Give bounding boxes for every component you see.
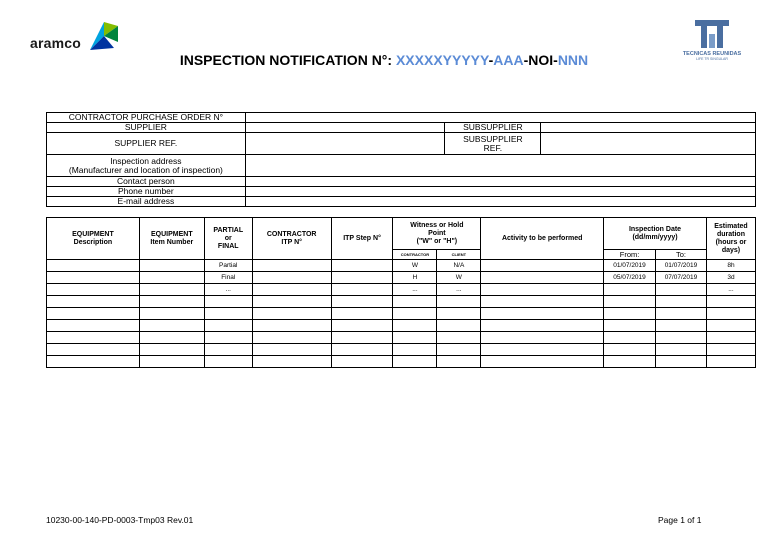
col-estimated-duration-l1: Estimated: [714, 222, 748, 230]
col-activity: Activity to be performed: [481, 218, 604, 260]
table-cell[interactable]: 07/07/2019: [656, 272, 707, 284]
table-cell[interactable]: [331, 284, 393, 296]
contact-value[interactable]: [245, 177, 755, 187]
table-cell[interactable]: [393, 320, 437, 332]
table-cell[interactable]: [393, 308, 437, 320]
table-cell[interactable]: [139, 296, 204, 308]
table-cell[interactable]: Final: [204, 272, 252, 284]
table-cell[interactable]: [656, 284, 707, 296]
table-cell[interactable]: [706, 356, 755, 368]
table-cell[interactable]: [656, 320, 707, 332]
table-cell[interactable]: [604, 332, 656, 344]
email-label: E-mail address: [47, 197, 246, 207]
col-estimated-duration-l4: days): [721, 246, 741, 254]
subsupplier-value[interactable]: [541, 123, 756, 133]
table-row: [47, 284, 756, 296]
table-cell[interactable]: ...: [437, 284, 481, 296]
table-cell[interactable]: [331, 320, 393, 332]
table-cell[interactable]: [437, 320, 481, 332]
table-cell[interactable]: [47, 284, 140, 296]
table-cell[interactable]: [437, 332, 481, 344]
table-cell[interactable]: 3d: [706, 272, 755, 284]
table-cell[interactable]: [706, 332, 755, 344]
table-cell[interactable]: [252, 272, 331, 284]
title-part-3: -NOI-: [523, 52, 558, 68]
table-row: [47, 296, 756, 308]
table-cell[interactable]: [47, 320, 140, 332]
table-cell[interactable]: [252, 296, 331, 308]
col-equipment-description: [47, 218, 140, 260]
table-cell[interactable]: [706, 296, 755, 308]
table-cell[interactable]: [437, 296, 481, 308]
col-inspection-date-l2: (dd/mm/yyyy): [632, 233, 678, 241]
col-partial-final-l1: PARTIAL: [213, 226, 244, 234]
table-cell[interactable]: [47, 308, 140, 320]
table-cell[interactable]: [656, 332, 707, 344]
col-equipment-item-number: [139, 218, 204, 260]
table-cell[interactable]: [656, 308, 707, 320]
table-cell[interactable]: Partial: [204, 260, 252, 272]
table-cell[interactable]: [706, 308, 755, 320]
po-value[interactable]: [245, 113, 755, 123]
table-cell[interactable]: [204, 344, 252, 356]
table-cell[interactable]: 01/07/2019: [604, 260, 656, 272]
table-row: [47, 356, 756, 368]
tr-logo-name: TECNICAS REUNIDAS: [682, 51, 742, 57]
subsupplier-ref-line-1: SUBSUPPLIER: [463, 133, 523, 144]
col-witness-hold-l1: Witness or Hold: [410, 221, 464, 229]
table-cell[interactable]: [393, 296, 437, 308]
table-cell[interactable]: [393, 356, 437, 368]
phone-value[interactable]: [245, 187, 755, 197]
table-cell[interactable]: [604, 284, 656, 296]
title-dash-1: -: [488, 52, 494, 68]
table-row: [47, 272, 756, 284]
col-witness-hold-l3: ("W" or "H"): [416, 237, 458, 245]
col-contractor-itp-l1: CONTRACTOR: [266, 230, 317, 238]
col-estimated-duration: [706, 218, 755, 260]
table-cell[interactable]: [139, 332, 204, 344]
page-title: [0, 52, 768, 68]
col-date-from: From:: [604, 250, 656, 260]
col-inspection-date: [604, 218, 707, 250]
table-cell[interactable]: [331, 260, 393, 272]
table-cell[interactable]: [47, 260, 140, 272]
table-cell[interactable]: [252, 260, 331, 272]
col-estimated-duration-l2: duration: [716, 230, 745, 238]
table-cell[interactable]: [47, 344, 140, 356]
table-cell[interactable]: [252, 356, 331, 368]
table-cell[interactable]: [139, 344, 204, 356]
document-code: 10230-00-140-PD-0003-Tmp03 Rev.01: [46, 515, 194, 525]
subsupplier-ref-line-2: REF.: [483, 142, 503, 153]
table-cell[interactable]: [204, 332, 252, 344]
col-itp-step: ITP Step N°: [331, 218, 393, 260]
col-partial-final-l3: FINAL: [217, 242, 239, 250]
table-cell[interactable]: 8h: [706, 260, 755, 272]
table-cell[interactable]: [706, 320, 755, 332]
table-row: [47, 320, 756, 332]
table-cell[interactable]: [481, 332, 604, 344]
aramco-logo-text: aramco: [30, 35, 82, 51]
inspection-table: [46, 217, 756, 368]
table-cell[interactable]: [604, 308, 656, 320]
supplier-value[interactable]: [245, 123, 445, 133]
col-witness-hold: [393, 218, 481, 250]
table-cell[interactable]: H: [393, 272, 437, 284]
tr-logo-icon: [693, 18, 731, 50]
table-row: [47, 308, 756, 320]
table-row: [47, 260, 756, 272]
table-cell[interactable]: [481, 272, 604, 284]
aramco-star-icon: [90, 22, 118, 50]
table-cell[interactable]: [481, 260, 604, 272]
title-part-1: XXXXXYYYYY: [395, 52, 489, 68]
title-prefix: INSPECTION NOTIFICATION N°:: [179, 52, 396, 68]
table-row: [47, 332, 756, 344]
title-part-4: NNN: [557, 52, 589, 68]
table-cell[interactable]: [331, 296, 393, 308]
table-cell[interactable]: [139, 284, 204, 296]
col-date-to: To:: [656, 250, 707, 260]
table-cell[interactable]: [139, 308, 204, 320]
table-cell[interactable]: [252, 284, 331, 296]
contact-label: Contact person: [47, 177, 246, 187]
table-cell[interactable]: [481, 296, 604, 308]
table-cell[interactable]: 01/07/2019: [656, 260, 707, 272]
address-label: [47, 155, 246, 177]
table-cell[interactable]: [656, 296, 707, 308]
col-partial-final: [204, 218, 252, 260]
table-cell[interactable]: [437, 308, 481, 320]
address-value[interactable]: [245, 155, 755, 177]
table-cell[interactable]: [393, 344, 437, 356]
table-cell[interactable]: [656, 356, 707, 368]
col-contractor-itp: [252, 218, 331, 260]
table-cell[interactable]: [139, 356, 204, 368]
address-label-line-2: (Manufacturer and location of inspection): [68, 164, 223, 175]
table-cell[interactable]: [481, 308, 604, 320]
table-cell[interactable]: [252, 320, 331, 332]
table-cell[interactable]: [481, 344, 604, 356]
table-cell[interactable]: [481, 284, 604, 296]
table-cell[interactable]: [331, 308, 393, 320]
supplier-ref-value[interactable]: [245, 133, 445, 155]
table-cell[interactable]: [481, 320, 604, 332]
table-row: [47, 344, 756, 356]
subsupplier-label: SUBSUPPLIER: [445, 123, 541, 133]
table-cell[interactable]: [252, 308, 331, 320]
table-cell[interactable]: [139, 260, 204, 272]
table-cell[interactable]: [604, 344, 656, 356]
email-value[interactable]: [245, 197, 755, 207]
table-cell[interactable]: [204, 296, 252, 308]
table-cell[interactable]: [204, 320, 252, 332]
table-cell[interactable]: ...: [706, 284, 755, 296]
table-cell[interactable]: [47, 356, 140, 368]
page-number: Page 1 of 1: [658, 515, 702, 525]
col-contractor-itp-l2: ITP N°: [281, 238, 302, 246]
col-equipment-description-l2: Description: [73, 238, 113, 246]
table-cell[interactable]: [656, 344, 707, 356]
po-label: CONTRACTOR PURCHASE ORDER N°: [47, 113, 246, 123]
table-cell[interactable]: [331, 332, 393, 344]
table-cell[interactable]: [252, 332, 331, 344]
table-cell[interactable]: ...: [204, 284, 252, 296]
aramco-logo: [30, 22, 120, 52]
table-cell[interactable]: [139, 320, 204, 332]
table-cell[interactable]: [47, 272, 140, 284]
table-cell[interactable]: [437, 356, 481, 368]
col-client: CLIENT: [437, 250, 481, 260]
phone-label: Phone number: [47, 187, 246, 197]
supplier-label: SUPPLIER: [47, 123, 246, 133]
table-cell[interactable]: ...: [393, 284, 437, 296]
table-cell[interactable]: N/A: [437, 260, 481, 272]
table-cell[interactable]: [331, 344, 393, 356]
table-cell[interactable]: [139, 272, 204, 284]
table-cell[interactable]: [204, 356, 252, 368]
col-contractor: CONTRACTOR: [393, 250, 437, 260]
table-cell[interactable]: [604, 356, 656, 368]
table-cell[interactable]: W: [437, 272, 481, 284]
table-cell[interactable]: W: [393, 260, 437, 272]
table-cell[interactable]: [252, 344, 331, 356]
table-cell[interactable]: 05/07/2019: [604, 272, 656, 284]
col-partial-final-l2: or: [224, 234, 232, 242]
tr-logo-tagline: LIFE TR SINGULAR: [696, 57, 728, 61]
supplier-ref-label: SUPPLIER REF.: [47, 133, 246, 155]
col-inspection-date-l1: Inspection Date: [628, 225, 682, 233]
col-equipment-item-number-l2: Item Number: [150, 238, 194, 246]
subsupplier-ref-value[interactable]: [541, 133, 756, 155]
table-cell[interactable]: [331, 356, 393, 368]
table-cell[interactable]: [393, 332, 437, 344]
subsupplier-ref-label: [445, 133, 541, 155]
table-cell[interactable]: [437, 344, 481, 356]
table-cell[interactable]: [204, 308, 252, 320]
table-cell[interactable]: [47, 332, 140, 344]
table-cell[interactable]: [331, 272, 393, 284]
col-estimated-duration-l3: (hours or: [715, 238, 747, 246]
table-cell[interactable]: [706, 344, 755, 356]
col-witness-hold-l2: Point: [428, 229, 446, 237]
table-cell[interactable]: [604, 296, 656, 308]
table-cell[interactable]: [604, 320, 656, 332]
address-label-line-1: Inspection address: [110, 155, 182, 166]
inspection-table-body: [47, 260, 756, 368]
table-cell[interactable]: [47, 296, 140, 308]
table-cell[interactable]: [481, 356, 604, 368]
col-equipment-description-l1: EQUIPMENT: [72, 230, 114, 238]
col-equipment-item-number-l1: EQUIPMENT: [150, 230, 193, 238]
title-part-2: AAA: [493, 52, 524, 68]
contractor-info-table: [46, 112, 756, 207]
